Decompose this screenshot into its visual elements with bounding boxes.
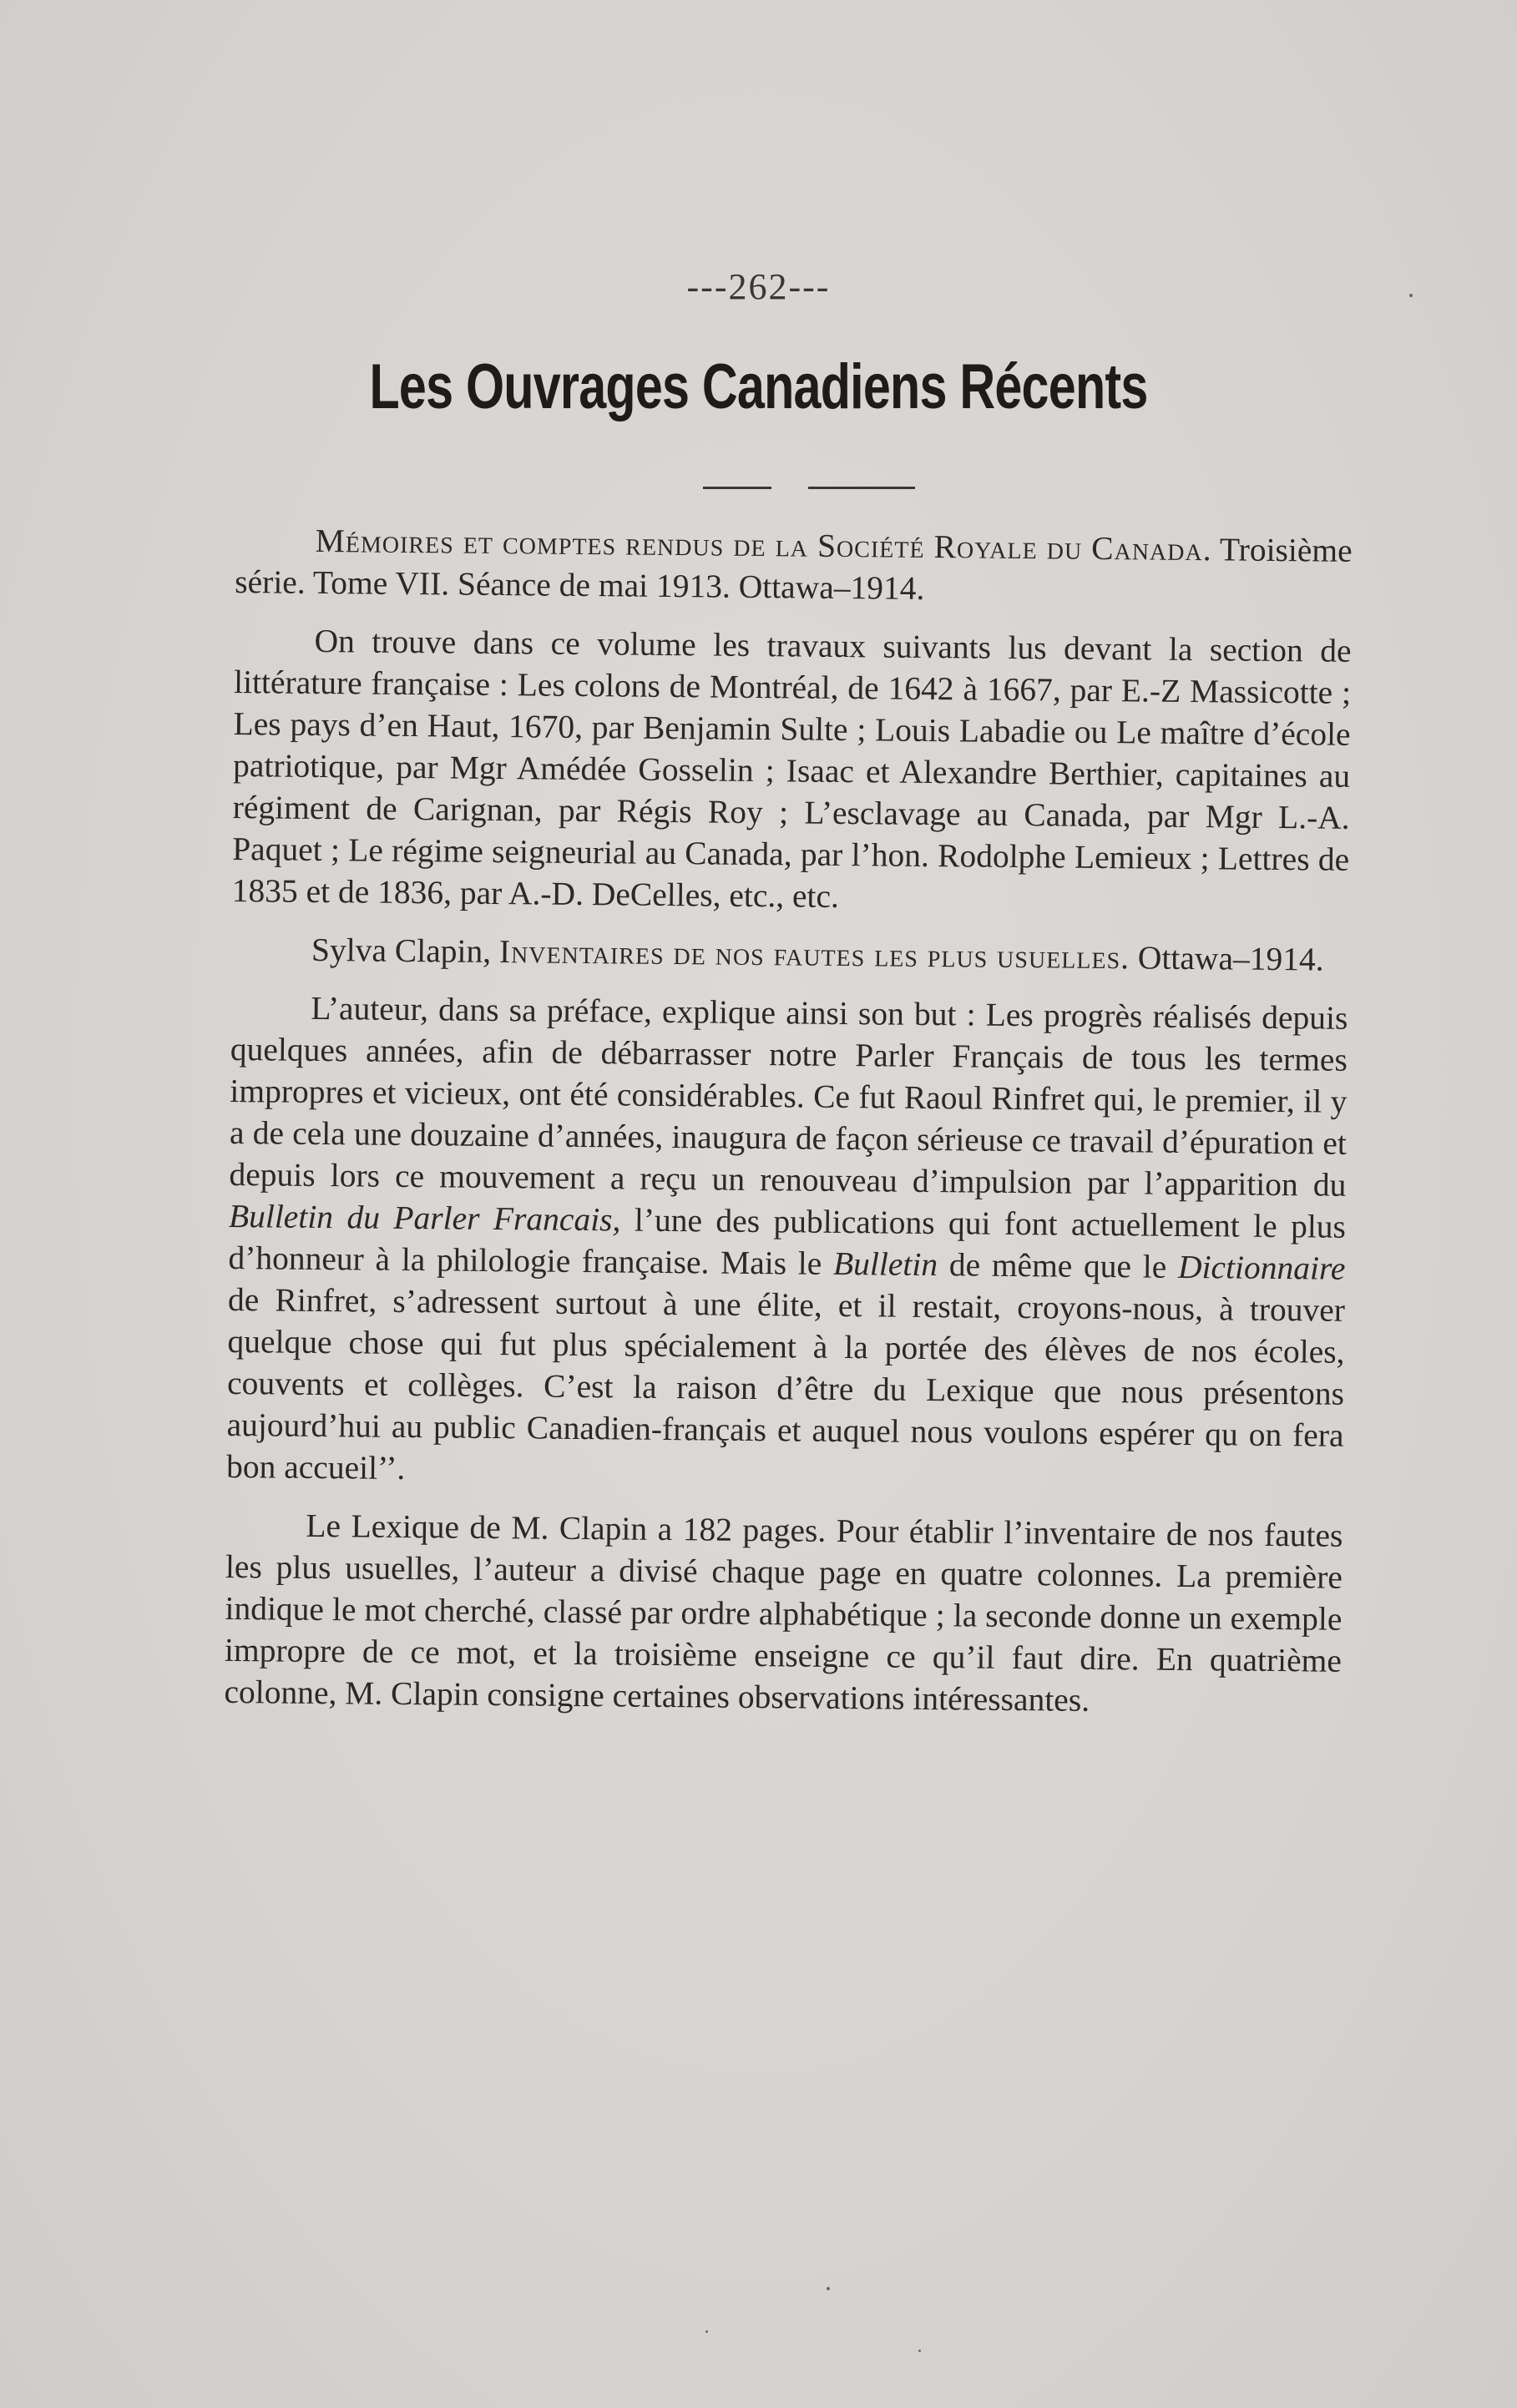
publication-details: Troisième série. Tome VII. Séance de mai 1913. Ottawa–1914. <box>235 531 1353 607</box>
dictionnaire-title: Dictionnaire <box>1177 1248 1346 1287</box>
preface-text-2: l’une des publications qui font actuellement le plus d’honneur à la philologie française. Mais le <box>228 1201 1347 1282</box>
paragraph-preface <box>226 987 1348 1498</box>
article-body <box>224 519 1353 1740</box>
paragraph-lexique: Le Lexique de M. Clapin a 182 pages. Pour établir l’inventaire de nos fautes les plus usuelles, l’auteur a divisé chaque page en quatre colonnes. La première indique le mot cherché, classé par ordre alphabétique ; la seconde donne un exemple impropre de ce mot, et la troisième enseigne ce qu’il faut dire. En quatrième colonne, M. Clapin consigne certaines observations intéressantes. <box>224 1507 1343 1719</box>
paper-speck <box>705 2330 708 2333</box>
author-name: Sylva Clapin, <box>311 931 500 971</box>
publication-heading: Mémoires et comptes rendus de la Société Royale du Canada. <box>315 522 1212 568</box>
book-details: Ottawa–1914. <box>1129 939 1324 978</box>
bulletin-title: Bulletin du Parler Francais, <box>228 1197 621 1239</box>
title-divider-left <box>703 487 771 489</box>
preface-text-4: de Rinfret, s’adressent surtout à une élite, et il restait, croyons-nous, à trouver quelque chose qui fut plus spécialement à la portée des élèves de nos écoles, couvents et collèges. C’est la raison d’être du Lexique que nous présentons aujourd’hui au public Canadien-français et auquel nous voulons espérer qu on fera bon accueil’’. <box>225 1280 1346 1487</box>
preface-text-1: L’auteur, dans sa préface, explique ainsi son but : Les progrès réalisés depuis quelques années, afin de débarrasser notre Parler Français de tous les termes impropres et vicieux, ont été considérables. Ce fut Raoul Rinfret qui, le premier, il y a de cela une douzaine d’années, inaugura de façon sérieuse ce travail d’épuration et depuis lors ce mouvement a reçu un renouveau d’impulsion par l’apparition du <box>229 989 1348 1204</box>
paper-speck <box>918 2350 921 2352</box>
paper-speck <box>1409 294 1413 297</box>
bulletin-short-title: Bulletin <box>832 1244 938 1284</box>
title-divider-right <box>808 487 915 489</box>
paper-speck <box>827 2287 830 2290</box>
page-title: Les Ouvrages Canadiens Récents <box>369 351 1148 422</box>
paragraph-clapin <box>231 928 1348 981</box>
paragraph-memoires <box>235 519 1353 613</box>
page-number: ---262--- <box>686 266 831 307</box>
book-title: Inventaires de nos fautes les plus usuelles. <box>498 933 1130 977</box>
preface-text-3: de même que le <box>937 1246 1179 1285</box>
paragraph-volume-contents: On trouve dans ce volume les travaux suivants lus devant la section de littérature française : Les colons de Montréal, de 1642 à 1667, par E.-Z Massicotte ; Les pays d’en Haut, 1670, par Benjamin Sulte ; Louis Labadie ou Le maître d’école patriotique, par Mgr Amédée Gosselin ; Isaac et Alexandre Berthier, capitaines au régiment de Carignan, par Régis Roy ; L’esclavage au Canada, par Mgr L.-A. Paquet ; Le régime seigneurial au Canada, par l’hon. Rodolphe Lemieux ; Lettres de 1835 et de 1836, par A.-D. DeCelles, etc., etc. <box>231 622 1352 915</box>
